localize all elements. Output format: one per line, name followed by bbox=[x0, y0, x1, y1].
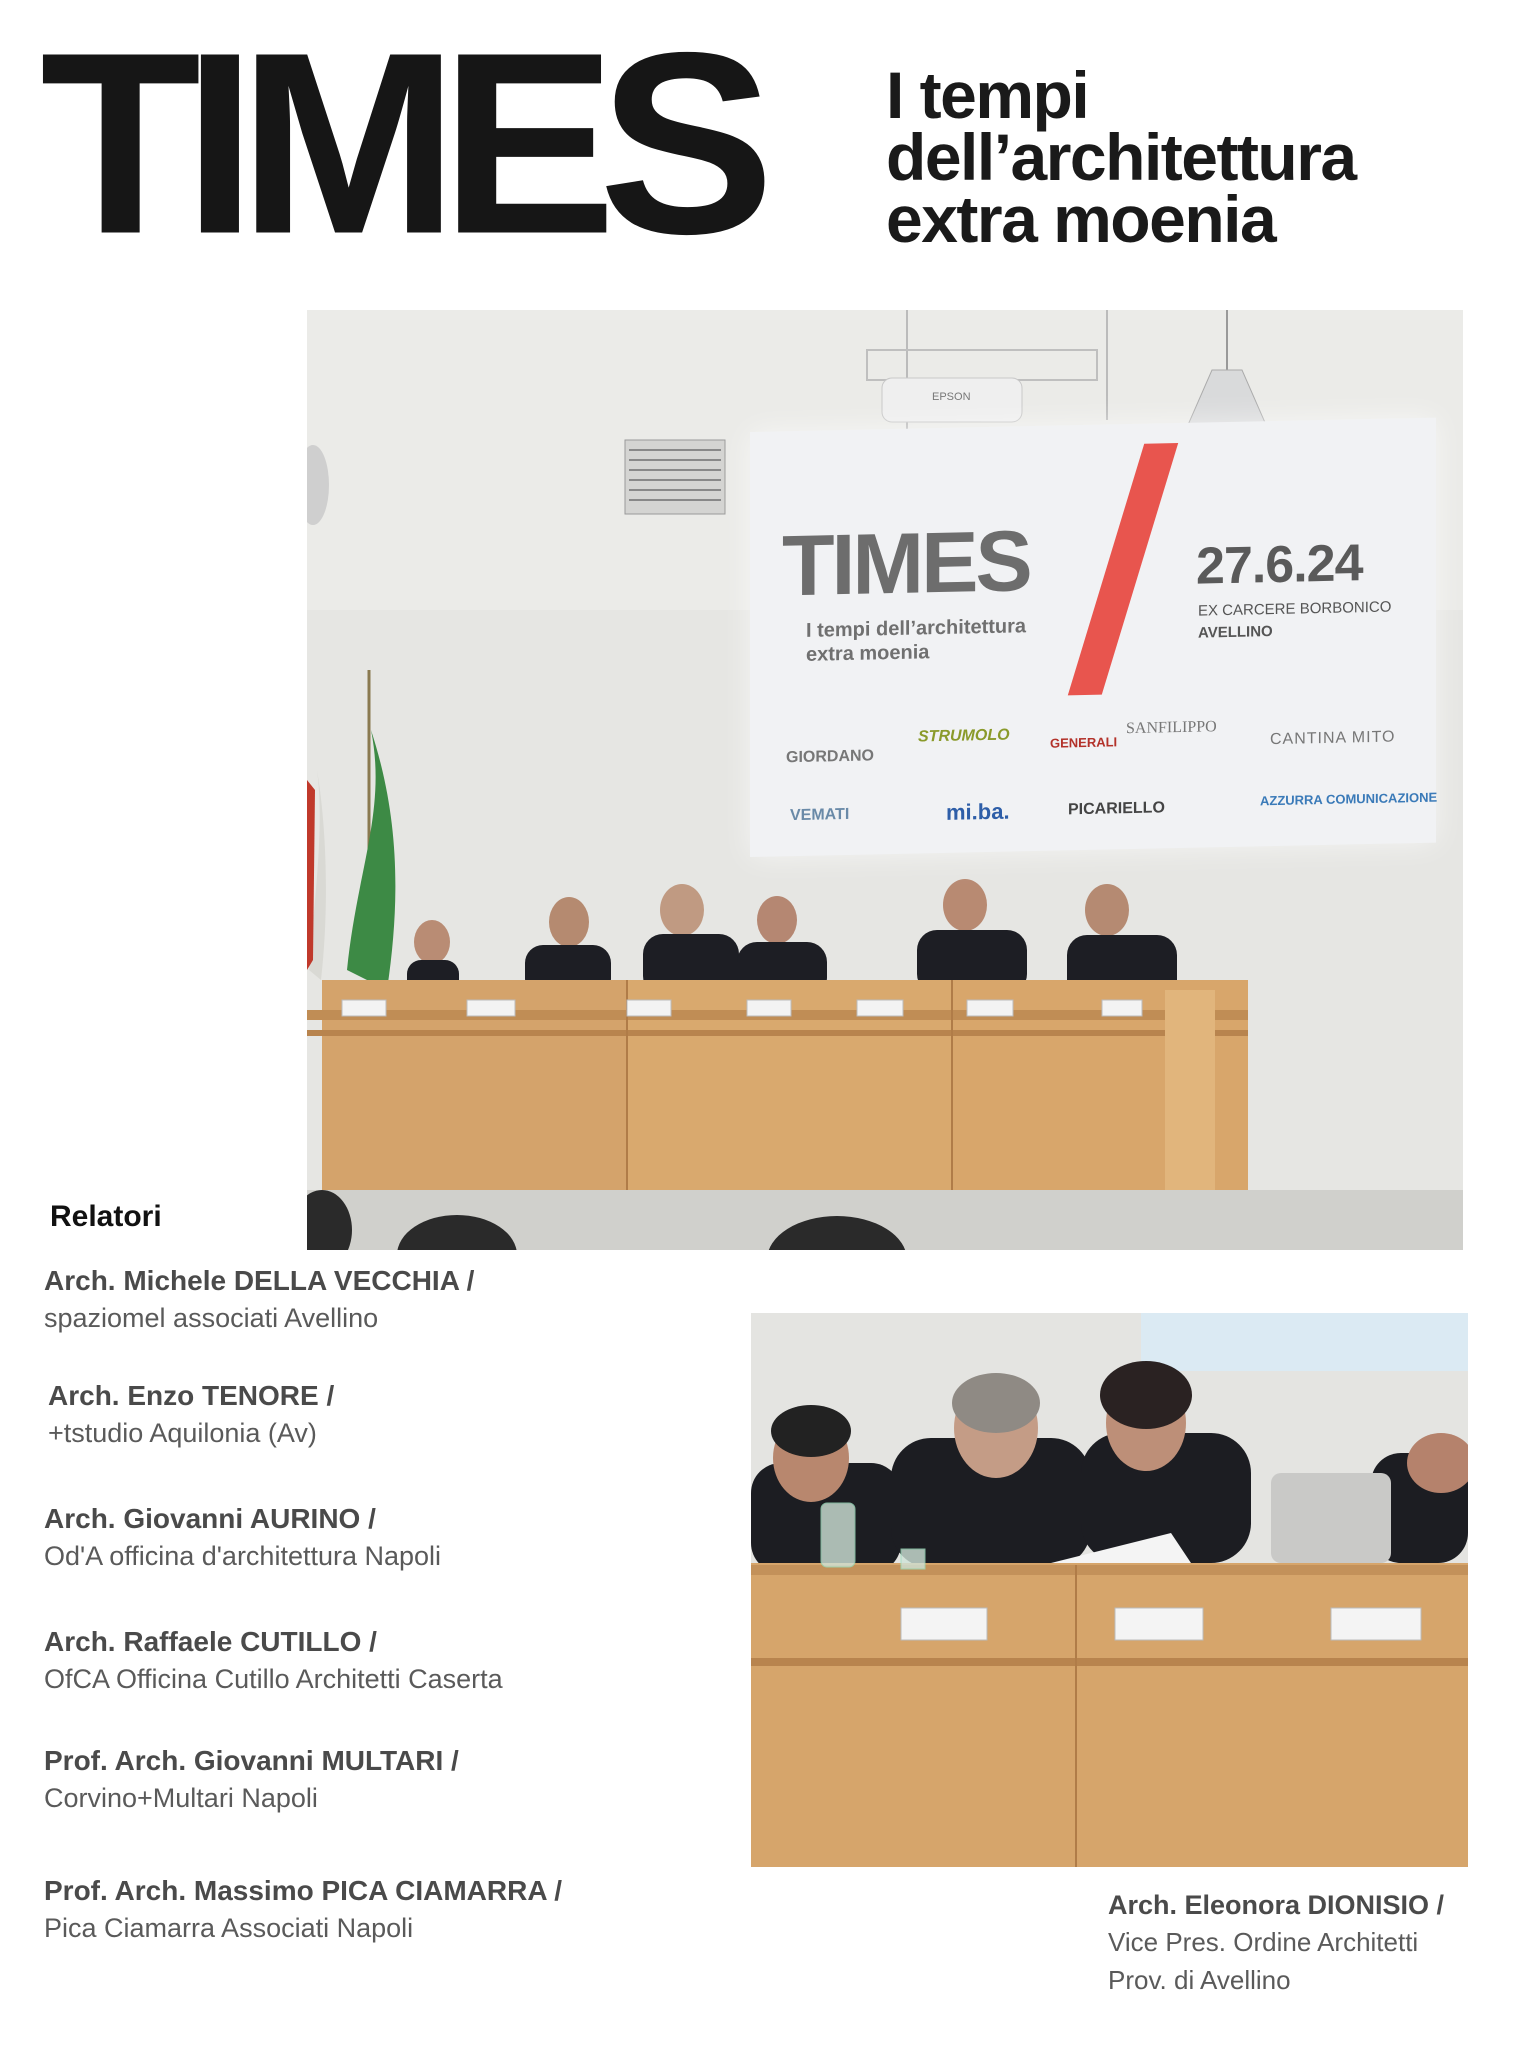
page-title: TIMES bbox=[40, 0, 757, 288]
speaker-affiliation: Pica Ciamarra Associati Napoli bbox=[44, 1913, 414, 1943]
speaker-affiliation: +tstudio Aquilonia (Av) bbox=[48, 1418, 317, 1448]
subtitle-line-1: I tempi bbox=[886, 58, 1089, 132]
slide-venue bbox=[1198, 597, 1391, 645]
page-subtitle bbox=[886, 58, 1356, 256]
sponsor-logo-giordano: GIORDANO bbox=[786, 747, 874, 767]
speaker-name: Prof. Arch. Giovanni MULTARI / bbox=[44, 1745, 459, 1776]
slide-subtitle bbox=[806, 614, 1026, 667]
projected-slide bbox=[750, 418, 1436, 857]
slide-subtitle-line-2: extra moenia bbox=[806, 641, 930, 666]
slide-subtitle-line-1: I tempi dell’architettura bbox=[806, 615, 1027, 642]
speaker-entry bbox=[44, 1503, 441, 1572]
speaker-name: Arch. Michele DELLA VECCHIA / bbox=[44, 1265, 475, 1296]
speaker-affiliation: Corvino+Multari Napoli bbox=[44, 1783, 318, 1813]
speaker-entry bbox=[44, 1745, 459, 1814]
sponsor-logo-cantinamito: CANTINA MITO bbox=[1270, 728, 1396, 749]
photo-caption bbox=[1108, 1890, 1444, 1997]
speaker-affiliation: spaziomel associati Avellino bbox=[44, 1303, 379, 1333]
sponsor-logo-generali: GENERALI bbox=[1050, 734, 1118, 751]
caption-line-2: Prov. di Avellino bbox=[1108, 1965, 1291, 1995]
slide-red-slash bbox=[1068, 443, 1178, 695]
closeup-panel-photo bbox=[751, 1313, 1468, 1867]
sponsor-logo-vemati: VEMATI bbox=[790, 805, 850, 825]
speaker-name: Arch. Enzo TENORE / bbox=[48, 1380, 335, 1411]
sponsor-logo-picariello: PICARIELLO bbox=[1068, 799, 1165, 819]
relatori-heading: Relatori bbox=[50, 1200, 162, 1233]
slide-venue-name: EX CARCERE BORBONICO bbox=[1198, 598, 1392, 620]
projector-brand: EPSON bbox=[932, 391, 971, 403]
speaker-entry bbox=[48, 1380, 334, 1449]
speaker-entry bbox=[44, 1265, 474, 1334]
closeup-scene bbox=[751, 1313, 1468, 1867]
subtitle-line-2: dell’architettura bbox=[886, 120, 1356, 194]
speaker-name: Arch. Raffaele CUTILLO / bbox=[44, 1626, 377, 1657]
speaker-entry bbox=[44, 1875, 562, 1944]
speaker-name: Arch. Giovanni AURINO / bbox=[44, 1503, 376, 1534]
speaker-affiliation: Od'A officina d'architettura Napoli bbox=[44, 1541, 442, 1571]
speaker-name: Prof. Arch. Massimo PICA CIAMARRA / bbox=[44, 1875, 563, 1906]
slide-date: 27.6.24 bbox=[1196, 534, 1363, 596]
caption-line-1: Vice Pres. Ordine Architetti bbox=[1108, 1927, 1419, 1957]
slide-venue-city: AVELLINO bbox=[1198, 623, 1273, 642]
slide-title: TIMES bbox=[782, 513, 1030, 615]
caption-name: Arch. Eleonora DIONISIO / bbox=[1108, 1890, 1445, 1920]
sponsor-logo-sanfilippo: SANFILIPPO bbox=[1126, 718, 1217, 738]
speaker-entry bbox=[44, 1626, 503, 1695]
subtitle-line-3: extra moenia bbox=[886, 182, 1276, 256]
sponsor-logo-miba: mi.ba. bbox=[946, 798, 1010, 825]
sponsor-logo-azzurra: AZZURRA COMUNICAZIONE bbox=[1260, 789, 1438, 809]
sponsor-logo-strumolo: STRUMOLO bbox=[918, 726, 1010, 746]
speaker-affiliation: OfCA Officina Cutillo Architetti Caserta bbox=[44, 1664, 503, 1694]
